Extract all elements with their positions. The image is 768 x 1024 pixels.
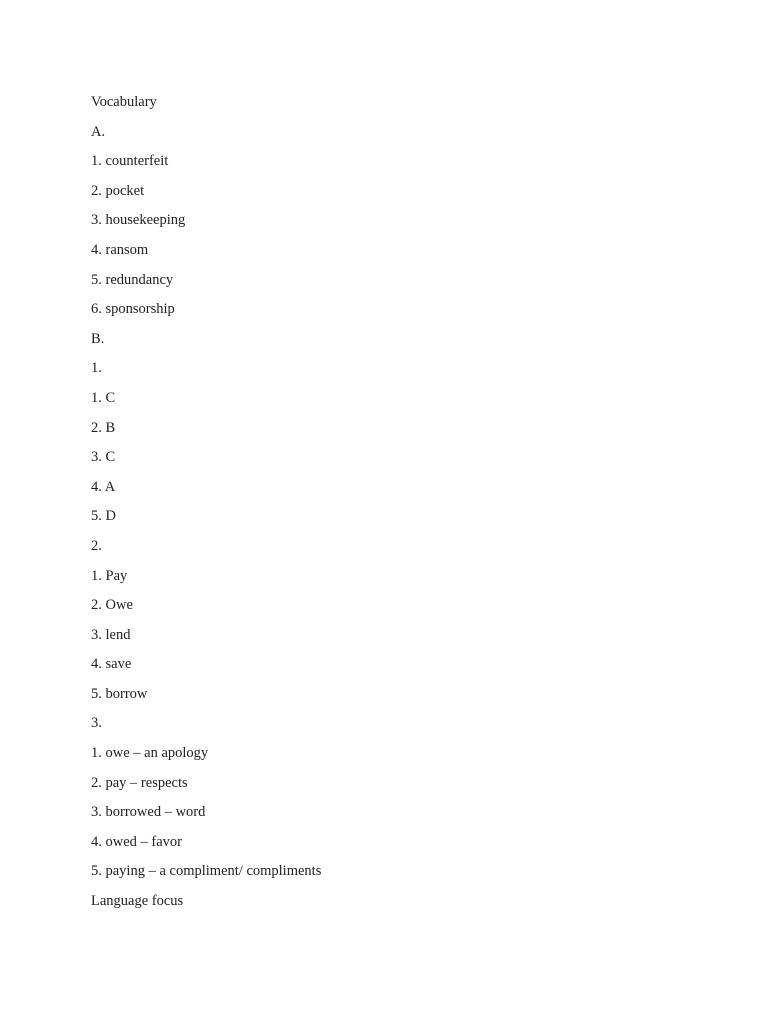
section-b-label: B. [91,330,105,347]
document-body [91,92,731,921]
answer-line: 6. sponsorship [91,301,175,318]
answer-line: 2. pay – respects [91,774,188,791]
heading-language-focus: Language focus [91,893,184,910]
answer-line: 2. Owe [91,597,133,614]
subsection-label: 1. [91,360,102,377]
answer-line: 5. D [91,508,116,525]
answer-line: 5. paying – a compliment/ compliments [91,863,322,880]
answer-line: 4. owed – favor [91,833,183,850]
answer-line: 1. counterfeit [91,153,169,170]
answer-line: 3. lend [91,626,131,643]
answer-line: 3. borrowed – word [91,804,206,821]
subsection-label: 2. [91,537,102,554]
answer-line: 3. housekeeping [91,212,186,229]
answer-line: 2. B [91,419,116,436]
subsection-label: 3. [91,715,102,732]
answer-line: 3. C [91,449,116,466]
answer-line: 1. C [91,389,116,406]
answer-line: 2. pocket [91,182,145,199]
answer-line: 1. owe – an apology [91,745,209,762]
answer-line: 1. Pay [91,567,128,584]
answer-line: 4. ransom [91,241,149,258]
heading-vocabulary: Vocabulary [91,94,157,110]
answer-line: 5. redundancy [91,271,174,288]
section-a-label: A. [91,123,106,140]
answer-line: 4. save [91,656,132,673]
answer-line: 5. borrow [91,685,148,702]
answer-line: 4. A [91,478,116,495]
